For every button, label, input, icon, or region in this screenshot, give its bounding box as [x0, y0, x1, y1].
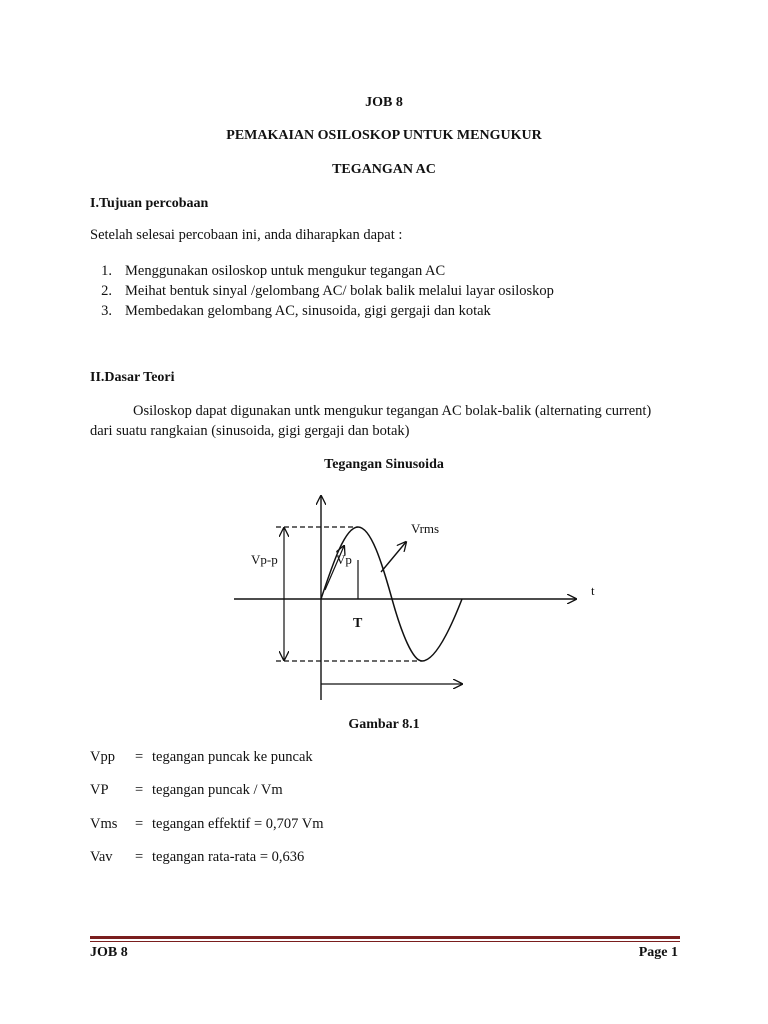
footer-page-number: Page 1	[638, 945, 678, 960]
definition-text-vpp: tegangan puncak ke puncak	[152, 749, 313, 765]
list-item-text: Menggunakan osiloskop untuk mengukur tegangan AC	[125, 263, 446, 279]
list-item-number: 2.	[101, 283, 112, 299]
definition-term-vp: VP	[90, 782, 109, 798]
vrms-arrow	[381, 542, 406, 572]
footer-rule-thin	[90, 941, 680, 942]
definition-term-vms: Vms	[90, 816, 118, 832]
vpp-label: Vp-p	[251, 552, 278, 567]
section-1-heading: I.Tujuan percobaan	[90, 196, 209, 211]
figure-title: Tegangan Sinusoida	[324, 457, 444, 472]
definition-term-vpp: Vpp	[90, 749, 115, 765]
figure-caption: Gambar 8.1	[348, 717, 420, 732]
definition-equals: =	[135, 816, 144, 832]
sine-wave-curve	[321, 527, 462, 661]
definition-text-vms: tegangan effektif = 0,707 Vm	[152, 816, 324, 832]
definition-term-vav: Vav	[90, 849, 113, 865]
definition-text-vav: tegangan rata-rata = 0,636	[152, 849, 305, 865]
list-item-text: Meihat bentuk sinyal /gelombang AC/ bolak balik melalui layar osiloskop	[125, 283, 554, 299]
document-title: PEMAKAIAN OSILOSKOP UNTUK MENGUKUR	[226, 128, 542, 143]
job-number: JOB 8	[365, 95, 403, 110]
period-label: T	[353, 616, 363, 631]
list-item-number: 1.	[101, 263, 112, 279]
definition-equals: =	[135, 749, 144, 765]
section-1-intro: Setelah selesai percobaan ini, anda diharapkan dapat :	[90, 227, 403, 243]
section-2-heading: II.Dasar Teori	[90, 370, 175, 385]
vrms-label: Vrms	[411, 521, 440, 536]
document-subtitle: TEGANGAN AC	[332, 162, 436, 177]
definition-text-vp: tegangan puncak / Vm	[152, 782, 283, 798]
theory-paragraph-line-2: dari suatu rangkaian (sinusoida, gigi gergaji dan botak)	[90, 423, 410, 439]
list-item-number: 3.	[101, 303, 112, 319]
list-item-text: Membedakan gelombang AC, sinusoida, gigi gergaji dan kotak	[125, 303, 491, 319]
footer-rule-thick	[90, 936, 680, 939]
vp-label: Vp	[336, 552, 352, 567]
theory-paragraph-line-1: Osiloskop dapat digunakan untk mengukur tegangan AC bolak-balik (alternating current)	[133, 403, 652, 419]
footer-left-text: JOB 8	[90, 945, 128, 960]
definition-equals: =	[135, 782, 144, 798]
definition-equals: =	[135, 849, 144, 865]
time-axis-label: t	[591, 583, 595, 598]
